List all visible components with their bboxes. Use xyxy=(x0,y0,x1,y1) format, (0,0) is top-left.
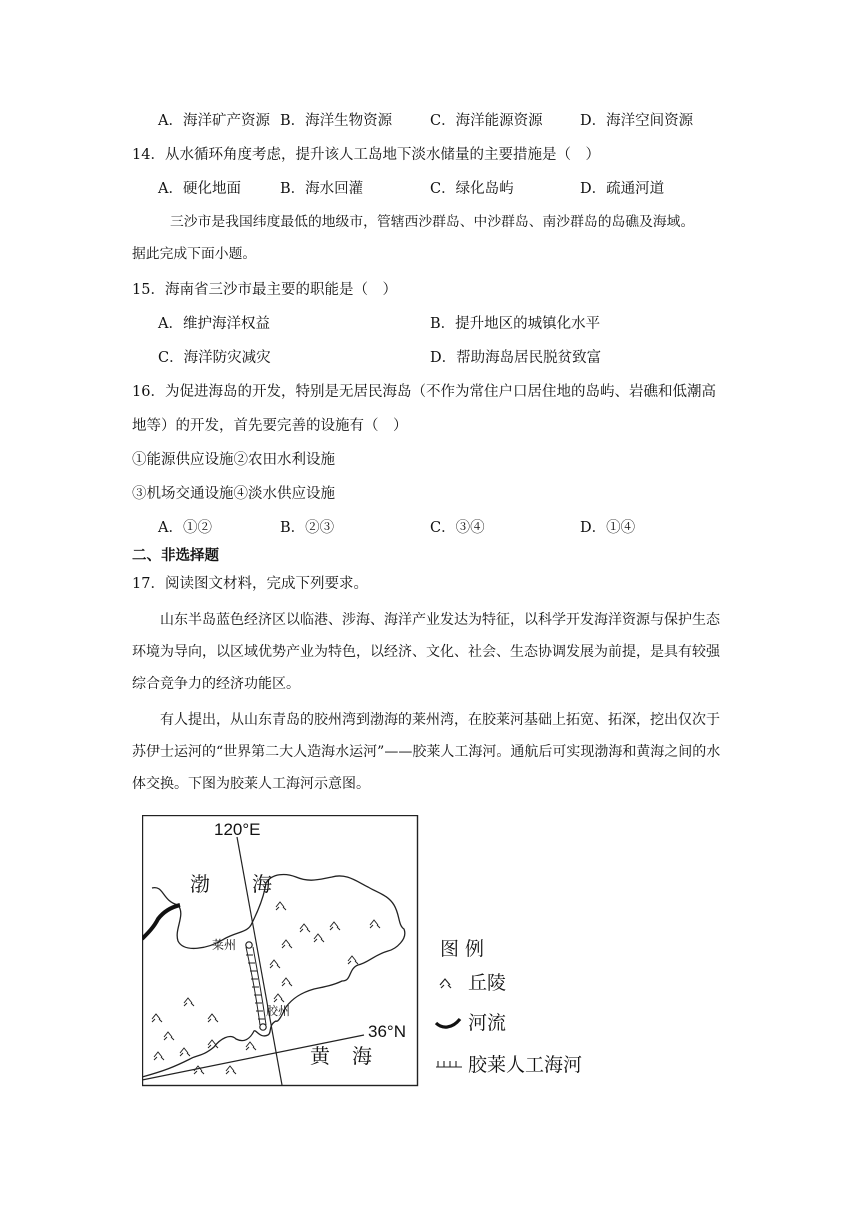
laizhou-label: 莱州 xyxy=(212,938,237,952)
q13-option-d: D．海洋空间资源 xyxy=(580,113,694,129)
q13-option-b: B．海洋生物资源 xyxy=(280,113,393,129)
q16-option-c: C．③④ xyxy=(430,520,485,536)
q16-stem-line2: 地等）的开发，首先要完善的设施有（ ） xyxy=(132,418,408,434)
q15-stem: 15．海南省三沙市最主要的职能是（ ） xyxy=(132,282,397,298)
huanghai-label-2: 海 xyxy=(352,1044,372,1068)
bohai-label-1: 渤 xyxy=(190,872,210,896)
legend xyxy=(436,938,582,1076)
legend-canal-label: 胶莱人工海河 xyxy=(468,1054,583,1076)
q14-option-d: D．疏通河道 xyxy=(580,181,665,197)
jiaozhou-point xyxy=(260,1024,266,1030)
bohai-label-2: 海 xyxy=(252,872,272,896)
jiaozhou-label: 胶州 xyxy=(266,1004,291,1018)
laizhou-point xyxy=(246,942,252,948)
legend-river-icon xyxy=(436,1019,460,1027)
q16-items-line2: ③机场交通设施④淡水供应设施 xyxy=(132,486,335,502)
q15-option-b: B．提升地区的城镇化水平 xyxy=(430,316,601,332)
q17-paragraph-1: 山东半岛蓝色经济区以临港、涉海、海洋产业发达为特征，以科学开发海洋资源与保护生态环境为导向，以区域优势产业为特色，以经济、文化、社会、生态协调发展为前提，是具有较强综合竞争力的经济功能区。 xyxy=(132,612,720,692)
q14-option-c: C．绿化岛屿 xyxy=(430,181,514,197)
q15-option-c: C．海洋防灾减灾 xyxy=(158,350,271,366)
legend-canal-icon xyxy=(436,1061,462,1067)
jiaolai-canal-map xyxy=(142,815,602,1090)
q16-option-b: B．②③ xyxy=(280,520,335,536)
legend-hill-icon xyxy=(440,979,451,988)
sansha-intro-line2: 据此完成下面小题。 xyxy=(132,246,257,262)
q16-stem-line1: 16．为促进海岛的开发，特别是无居民海岛（不作为常住户口居住地的岛屿、岩礁和低潮高 xyxy=(132,384,716,400)
q16-items-line1: ①能源供应设施②农田水利设施 xyxy=(132,452,335,468)
q16-option-a: A．①② xyxy=(158,520,212,536)
q14-stem: 14．从水循环角度考虑，提升该人工岛地下淡水储量的主要措施是（ ） xyxy=(132,147,600,163)
q14-option-a: A．硬化地面 xyxy=(158,181,241,197)
huanghai-label-1: 黄 xyxy=(310,1044,330,1068)
parallel-label: 36°N xyxy=(368,1022,406,1041)
q17-paragraph-2: 有人提出，从山东青岛的胶州湾到渤海的莱州湾，在胶莱河基础上拓宽、拓深，挖出仅次于苏伊士运河的“世界第二大人造海水运河”——胶莱人工海河。通航后可实现渤海和黄海之间的水体交换。下图为胶莱人工海河示意图。 xyxy=(132,712,721,792)
q16-option-d: D．①④ xyxy=(580,520,636,536)
meridian-label: 120°E xyxy=(214,820,261,839)
q15-option-d: D．帮助海岛居民脱贫致富 xyxy=(430,350,602,366)
legend-river-label: 河流 xyxy=(468,1012,507,1034)
map-frame xyxy=(143,816,418,1086)
section-title: 二、非选择题 xyxy=(132,547,219,564)
q13-option-c: C．海洋能源资源 xyxy=(430,113,543,129)
q15-option-a: A．维护海洋权益 xyxy=(158,316,270,332)
map-svg xyxy=(142,815,602,1090)
legend-title: 图 例 xyxy=(440,938,485,960)
q14-option-b: B．海水回灌 xyxy=(280,181,364,197)
sansha-intro-line1: 三沙市是我国纬度最低的地级市，管辖西沙群岛、中沙群岛、南沙群岛的岛礁及海域。 xyxy=(170,214,695,230)
q17-stem: 17．阅读图文材料，完成下列要求。 xyxy=(132,576,368,592)
legend-hills-label: 丘陵 xyxy=(468,972,507,994)
q13-option-a: A．海洋矿产资源 xyxy=(158,113,270,129)
